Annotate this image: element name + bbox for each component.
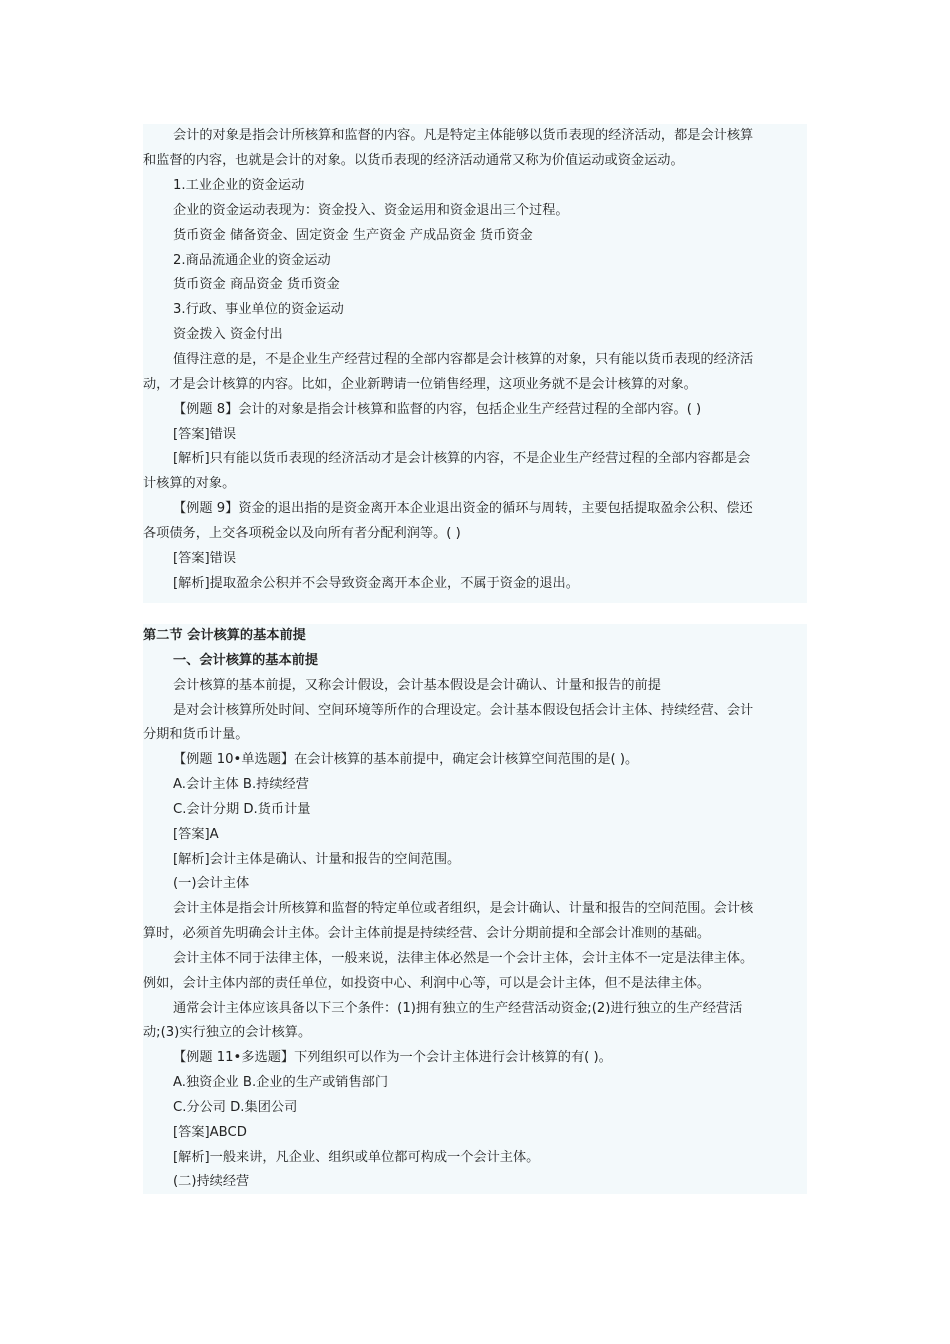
content-block-accounting-object xyxy=(143,124,807,603)
subheading-accounting-entity: (一)会计主体 xyxy=(173,876,250,891)
analysis-line: 计核算的对象。 xyxy=(143,476,236,491)
subheading-going-concern: (二)持续经营 xyxy=(173,1174,250,1189)
paragraph-line: 企业的资金运动表现为：资金投入、资金运用和资金退出三个过程。 xyxy=(173,203,569,218)
subheading-administrative-fund-movement: 3.行政、事业单位的资金运动 xyxy=(173,302,344,317)
subsection-heading: 一、会计核算的基本前提 xyxy=(173,653,319,668)
answer-line: [答案]ABCD xyxy=(173,1125,247,1140)
paragraph-line: 动，才是会计核算的内容。比如，企业新聘请一位销售经理，这项业务就不是会计核算的对象。 xyxy=(143,377,697,392)
option-line: C.会计分期 D.货币计量 xyxy=(173,802,311,817)
fund-flow-line: 资金拨入 资金付出 xyxy=(173,327,283,342)
paragraph-line: 通常会计主体应该具备以下三个条件：(1)拥有独立的生产经营活动资金;(2)进行独立的生产经营活 xyxy=(173,1001,743,1016)
paragraph-line: 是对会计核算所处时间、空间环境等所作的合理设定。会计基本假设包括会计主体、持续经营、会计 xyxy=(173,703,754,718)
answer-line: [答案]错误 xyxy=(173,551,237,566)
fund-flow-line: 货币资金 储备资金、固定资金 生产资金 产成品资金 货币资金 xyxy=(173,228,533,243)
paragraph-line: 会计主体不同于法律主体，一般来说，法律主体必然是一个会计主体，会计主体不一定是法律主体。 xyxy=(173,951,754,966)
option-line: A.独资企业 B.企业的生产或销售部门 xyxy=(173,1075,389,1090)
paragraph-line: 会计的对象是指会计所核算和监督的内容。凡是特定主体能够以货币表现的经济活动，都是会计核算 xyxy=(173,128,754,143)
subheading-industrial-fund-movement: 1.工业企业的资金运动 xyxy=(173,178,305,193)
section-heading: 第二节 会计核算的基本前提 xyxy=(143,628,306,643)
analysis-line: [解析]只有能以货币表现的经济活动才是会计核算的内容，不是企业生产经营过程的全部内容都是会 xyxy=(173,451,751,466)
paragraph-line: 会计主体是指会计所核算和监督的特定单位或者组织，是会计确认、计量和报告的空间范围。会计核 xyxy=(173,901,754,916)
analysis-line: [解析]提取盈余公积并不会导致资金离开本企业，不属于资金的退出。 xyxy=(173,576,579,591)
answer-line: [答案]错误 xyxy=(173,427,237,442)
example-question-9: 各项债务，上交各项税金以及向所有者分配利润等。( ) xyxy=(143,526,461,541)
example-question-9: 【例题 9】资金的退出指的是资金离开本企业退出资金的循环与周转，主要包括提取盈余公积、偿还 xyxy=(173,501,753,516)
analysis-line: [解析]一般来讲，凡企业、组织或单位都可构成一个会计主体。 xyxy=(173,1150,540,1165)
paragraph-line: 会计核算的基本前提，又称会计假设，会计基本假设是会计确认、计量和报告的前提 xyxy=(173,678,661,693)
paragraph-line: 分期和货币计量。 xyxy=(143,727,249,742)
paragraph-line: 算时，必须首先明确会计主体。会计主体前提是持续经营、会计分期前提和全部会计准则的基础。 xyxy=(143,926,711,941)
content-block-basic-premises xyxy=(143,624,807,1194)
option-line: A.会计主体 B.持续经营 xyxy=(173,777,309,792)
answer-line: [答案]A xyxy=(173,827,219,842)
fund-flow-line: 货币资金 商品资金 货币资金 xyxy=(173,277,340,292)
paragraph-line: 和监督的内容，也就是会计的对象。以货币表现的经济活动通常又称为价值运动或资金运动。 xyxy=(143,153,684,168)
example-question-11: 【例题 11•多选题】下列组织可以作为一个会计主体进行会计核算的有( )。 xyxy=(173,1050,612,1065)
paragraph-line: 例如，会计主体内部的责任单位，如投资中心、利润中心等，可以是会计主体，但不是法律主体。 xyxy=(143,976,711,991)
subheading-commerce-fund-movement: 2.商品流通企业的资金运动 xyxy=(173,253,331,268)
option-line: C.分公司 D.集团公司 xyxy=(173,1100,298,1115)
paragraph-line: 动;(3)实行独立的会计核算。 xyxy=(143,1025,312,1040)
paragraph-line: 值得注意的是，不是企业生产经营过程的全部内容都是会计核算的对象，只有能以货币表现的经济活 xyxy=(173,352,754,367)
analysis-line: [解析]会计主体是确认、计量和报告的空间范围。 xyxy=(173,852,461,867)
example-question-10: 【例题 10•单选题】在会计核算的基本前提中，确定会计核算空间范围的是( )。 xyxy=(173,752,639,767)
example-question-8: 【例题 8】会计的对象是指会计核算和监督的内容，包括企业生产经营过程的全部内容。( ) xyxy=(173,402,702,417)
